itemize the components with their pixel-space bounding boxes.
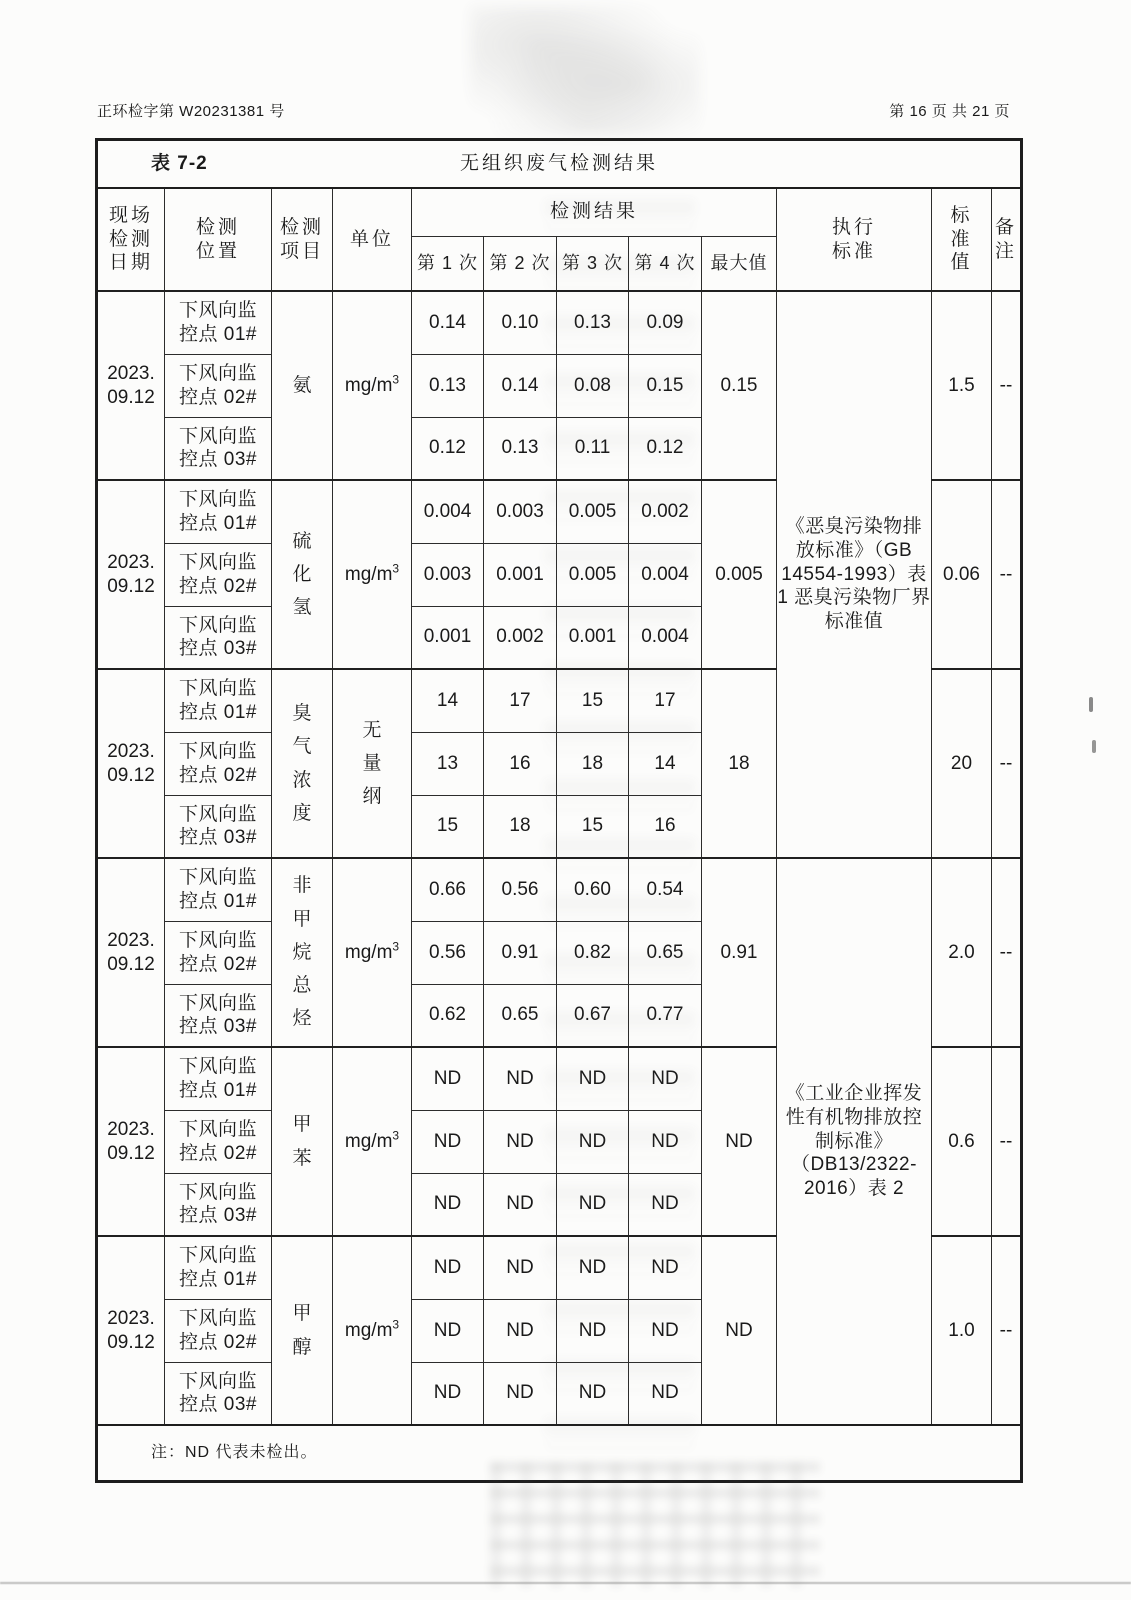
- location-cell: 下风向监 控点 01#: [165, 858, 272, 921]
- header-round-3: 第 3 次: [557, 236, 629, 291]
- value-cell: 0.002: [484, 606, 557, 669]
- value-cell: ND: [629, 1047, 702, 1110]
- value-cell: ND: [412, 1236, 484, 1299]
- location-cell: 下风向监 控点 01#: [165, 480, 272, 543]
- location-cell: 下风向监 控点 03#: [165, 984, 272, 1047]
- value-cell: 15: [557, 669, 629, 732]
- header-standard: 执行 标准: [777, 188, 932, 291]
- header-results: 检测结果: [412, 188, 777, 236]
- value-cell: ND: [412, 1362, 484, 1425]
- value-cell: 0.003: [412, 543, 484, 606]
- value-cell: 0.12: [412, 417, 484, 480]
- value-cell: ND: [484, 1362, 557, 1425]
- page-indicator: 第 16 页 共 21 页: [889, 103, 1010, 120]
- value-cell: 0.67: [557, 984, 629, 1047]
- unit-cell: $mg/m^3$: [333, 1047, 412, 1236]
- value-cell: 0.14: [484, 354, 557, 417]
- value-cell: 15: [557, 795, 629, 858]
- value-cell: ND: [557, 1047, 629, 1110]
- value-cell: ND: [484, 1236, 557, 1299]
- value-cell: 0.91: [484, 921, 557, 984]
- unit-cell: $mg/m^3$: [333, 1236, 412, 1425]
- std-value-cell: 0.06: [932, 480, 992, 669]
- item-cell: 非甲烷总烃: [272, 858, 333, 1047]
- item-cell: 氨: [272, 291, 333, 480]
- remark-cell: --: [992, 669, 1022, 858]
- value-cell: 17: [629, 669, 702, 732]
- remark-cell: --: [992, 1236, 1022, 1425]
- item-cell: 硫化氢: [272, 480, 333, 669]
- value-cell: ND: [412, 1110, 484, 1173]
- std-value-cell: 20: [932, 669, 992, 858]
- header-std-value: 标 准 值: [932, 188, 992, 291]
- remark-cell: --: [992, 1047, 1022, 1236]
- value-cell: 0.001: [412, 606, 484, 669]
- value-cell: ND: [484, 1173, 557, 1236]
- item-cell: 臭气浓度: [272, 669, 333, 858]
- value-cell: ND: [484, 1299, 557, 1362]
- value-cell: 0.12: [629, 417, 702, 480]
- value-cell: ND: [484, 1047, 557, 1110]
- value-cell: 16: [484, 732, 557, 795]
- header-remark: 备 注: [992, 188, 1022, 291]
- value-cell: 14: [629, 732, 702, 795]
- value-cell: 0.54: [629, 858, 702, 921]
- location-cell: 下风向监 控点 03#: [165, 417, 272, 480]
- detection-result-table: [95, 138, 1023, 1483]
- value-cell: 0.002: [629, 480, 702, 543]
- header-item: 检测 项目: [272, 188, 333, 291]
- value-cell: 0.004: [412, 480, 484, 543]
- value-cell: 0.005: [557, 543, 629, 606]
- date-cell: 2023. 09.12: [97, 858, 165, 1047]
- max-value-cell: 18: [702, 669, 777, 858]
- date-cell: 2023. 09.12: [97, 669, 165, 858]
- value-cell: 0.004: [629, 606, 702, 669]
- value-cell: ND: [484, 1110, 557, 1173]
- item-cell: 甲醇: [272, 1236, 333, 1425]
- value-cell: 0.003: [484, 480, 557, 543]
- date-cell: 2023. 09.12: [97, 1236, 165, 1425]
- value-cell: 0.11: [557, 417, 629, 480]
- header-round-2: 第 2 次: [484, 236, 557, 291]
- value-cell: ND: [629, 1236, 702, 1299]
- location-cell: 下风向监 控点 02#: [165, 543, 272, 606]
- location-cell: 下风向监 控点 03#: [165, 606, 272, 669]
- header-round-4: 第 4 次: [629, 236, 702, 291]
- location-cell: 下风向监 控点 02#: [165, 921, 272, 984]
- header-round-1: 第 1 次: [412, 236, 484, 291]
- location-cell: 下风向监 控点 02#: [165, 1299, 272, 1362]
- location-cell: 下风向监 控点 02#: [165, 732, 272, 795]
- value-cell: 0.65: [484, 984, 557, 1047]
- value-cell: 0.001: [484, 543, 557, 606]
- value-cell: 0.56: [484, 858, 557, 921]
- value-cell: 0.65: [629, 921, 702, 984]
- unit-cell: $mg/m^3$: [333, 858, 412, 1047]
- value-cell: 0.10: [484, 291, 557, 354]
- std-value-cell: 1.5: [932, 291, 992, 480]
- value-cell: 16: [629, 795, 702, 858]
- value-cell: 0.09: [629, 291, 702, 354]
- value-cell: 18: [484, 795, 557, 858]
- value-cell: 0.77: [629, 984, 702, 1047]
- value-cell: 0.56: [412, 921, 484, 984]
- value-cell: 0.13: [484, 417, 557, 480]
- location-cell: 下风向监 控点 01#: [165, 1236, 272, 1299]
- std-value-cell: 2.0: [932, 858, 992, 1047]
- scan-artifact: [0, 1582, 1131, 1584]
- header-max: 最大值: [702, 236, 777, 291]
- date-cell: 2023. 09.12: [97, 1047, 165, 1236]
- location-cell: 下风向监 控点 01#: [165, 669, 272, 732]
- value-cell: ND: [557, 1299, 629, 1362]
- value-cell: 0.62: [412, 984, 484, 1047]
- std-value-cell: 1.0: [932, 1236, 992, 1425]
- value-cell: 0.60: [557, 858, 629, 921]
- max-value-cell: ND: [702, 1236, 777, 1425]
- value-cell: 0.001: [557, 606, 629, 669]
- item-cell: 甲苯: [272, 1047, 333, 1236]
- value-cell: ND: [557, 1110, 629, 1173]
- location-cell: 下风向监 控点 02#: [165, 354, 272, 417]
- header-location: 检测 位置: [165, 188, 272, 291]
- value-cell: 0.13: [557, 291, 629, 354]
- value-cell: ND: [629, 1299, 702, 1362]
- std-value-cell: 0.6: [932, 1047, 992, 1236]
- value-cell: 13: [412, 732, 484, 795]
- table-note: 注：ND 代表未检出。: [97, 1425, 1022, 1481]
- value-cell: ND: [412, 1173, 484, 1236]
- location-cell: 下风向监 控点 03#: [165, 1362, 272, 1425]
- standard-cell: 《恶臭污染物排放标准》（GB 14554-1993）表 1 恶臭污染物厂界标准值: [777, 291, 932, 858]
- remark-cell: --: [992, 291, 1022, 480]
- value-cell: 0.005: [557, 480, 629, 543]
- location-cell: 下风向监 控点 03#: [165, 795, 272, 858]
- value-cell: ND: [412, 1299, 484, 1362]
- value-cell: 0.15: [629, 354, 702, 417]
- max-value-cell: 0.15: [702, 291, 777, 480]
- value-cell: ND: [629, 1362, 702, 1425]
- value-cell: 17: [484, 669, 557, 732]
- header-date: 现场 检测 日期: [97, 188, 165, 291]
- value-cell: 0.13: [412, 354, 484, 417]
- location-cell: 下风向监 控点 03#: [165, 1173, 272, 1236]
- table-label: 表 7-2: [151, 153, 208, 175]
- value-cell: ND: [557, 1362, 629, 1425]
- remark-cell: --: [992, 480, 1022, 669]
- location-cell: 下风向监 控点 01#: [165, 1047, 272, 1110]
- page-header: [97, 100, 1010, 121]
- value-cell: 14: [412, 669, 484, 732]
- value-cell: 0.14: [412, 291, 484, 354]
- location-cell: 下风向监 控点 01#: [165, 291, 272, 354]
- date-cell: 2023. 09.12: [97, 480, 165, 669]
- unit-cell: 无量纲: [333, 669, 412, 858]
- location-cell: 下风向监 控点 02#: [165, 1110, 272, 1173]
- remark-cell: --: [992, 858, 1022, 1047]
- scan-artifact: [1092, 740, 1096, 753]
- value-cell: 15: [412, 795, 484, 858]
- value-cell: 0.004: [629, 543, 702, 606]
- table-title-bar: [97, 140, 1022, 189]
- max-value-cell: 0.005: [702, 480, 777, 669]
- value-cell: ND: [557, 1236, 629, 1299]
- date-cell: 2023. 09.12: [97, 291, 165, 480]
- table-title: 无组织废气检测结果: [460, 153, 659, 175]
- doc-number: 正环检字第 W20231381 号: [97, 103, 285, 120]
- value-cell: ND: [629, 1173, 702, 1236]
- value-cell: 0.66: [412, 858, 484, 921]
- standard-cell: 《工业企业挥发性有机物排放控制标准》（DB13/2322-2016）表 2: [777, 858, 932, 1425]
- value-cell: 0.82: [557, 921, 629, 984]
- unit-cell: $mg/m^3$: [333, 480, 412, 669]
- value-cell: ND: [412, 1047, 484, 1110]
- scan-artifact: [1089, 697, 1093, 712]
- max-value-cell: 0.91: [702, 858, 777, 1047]
- value-cell: ND: [629, 1110, 702, 1173]
- value-cell: ND: [557, 1173, 629, 1236]
- value-cell: 0.08: [557, 354, 629, 417]
- unit-cell: $mg/m^3$: [333, 291, 412, 480]
- max-value-cell: ND: [702, 1047, 777, 1236]
- value-cell: 18: [557, 732, 629, 795]
- header-unit: 单位: [333, 188, 412, 291]
